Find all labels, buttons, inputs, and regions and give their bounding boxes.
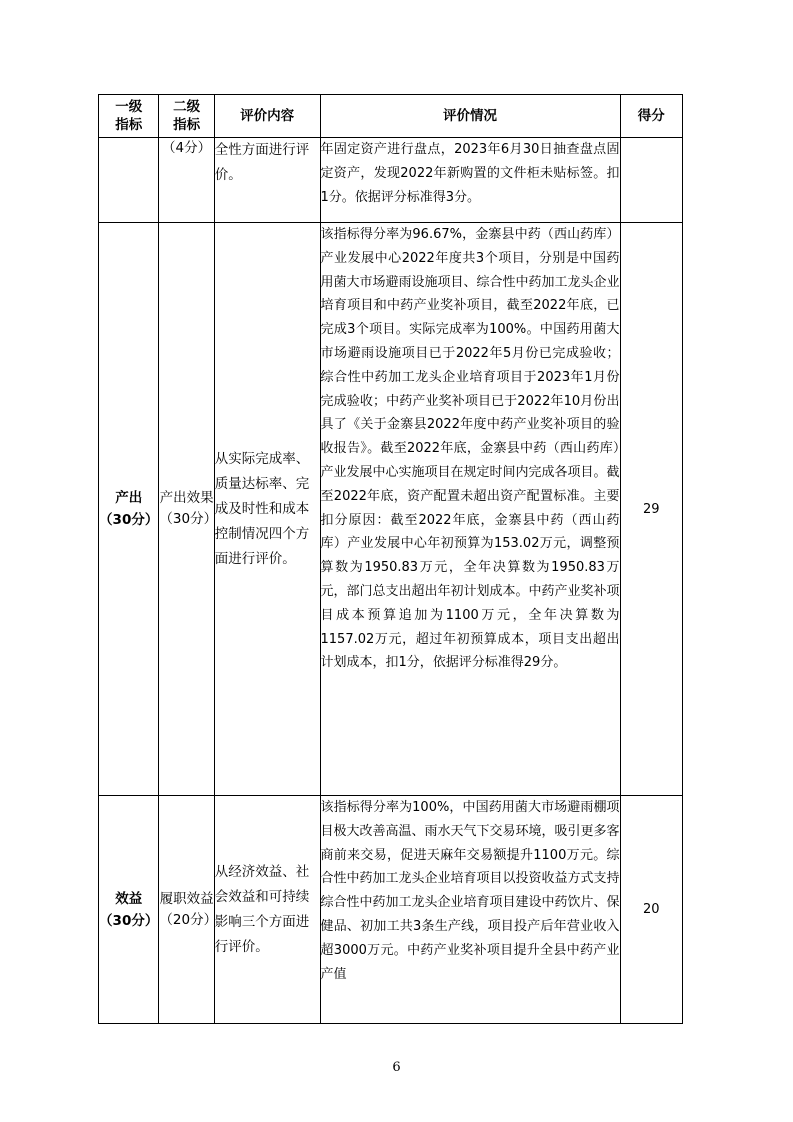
level1-cell: 效益 （30分） — [99, 796, 159, 1024]
content-cell: 从实际完成率、质量达标率、完成及时性和成本控制情况四个方面进行评价。 — [214, 223, 320, 796]
score-cell: 20 — [620, 796, 682, 1024]
content-cell: 全性方面进行评价。 — [214, 138, 320, 223]
detail-cell: 该指标得分率为96.67%，金寨县中药（西山药库）产业发展中心2022年度共3个项目，分别是中国药用菌大市场避雨设施项目、综合性中药加工龙头企业培育项目和中药产业奖补项目，截至2022年底，已完成3个项目。实际完成率为100%。中国药用菌大市场避雨设施项目已于2022年5月份已完成验收；综合性中药加工龙头企业培育项目于2023年1月份完成验收；中药产业奖补项目已于2022年10月份出具了《关于金寨县2022年度中药产业奖补项目的验收报告》。截至2022年底，金寨县中药（西山药库）产业发展中心实施项目在规定时间内完成各项目。截至2022年底，资产配置未超出资产配置标准。主要扣分原因：截至2022年底，金寨县中药（西山药库）产业发展中心年初预算为153.02万元，调整预算数为1950.83万元，全年决算数为1950.83万元，部门总支出超出年初计划成本。中药产业奖补项目成本预算追加为1100万元，全年决算数为1157.02万元，超过年初预算成本，项目支出超出计划成本，扣1分，依据评分标准得29分。 — [320, 223, 620, 796]
score-cell — [620, 138, 682, 223]
level1-cell: 产出 （30分） — [99, 223, 159, 796]
header-evaluation-status: 评价情况 — [320, 95, 620, 138]
table-row — [99, 796, 683, 1024]
detail-cell: 年固定资产进行盘点，2023年6月30日抽查盘点固定资产，发现2022年新购置的文件柜未贴标签。扣1分。依据评分标准得3分。 — [320, 138, 620, 223]
header-level1-indicator: 一级 指标 — [99, 95, 159, 138]
score-cell: 29 — [620, 223, 682, 796]
table-row — [99, 223, 683, 796]
page-number: 6 — [392, 1060, 401, 1075]
header-evaluation-content: 评价内容 — [214, 95, 320, 138]
level1-cell — [99, 138, 159, 223]
table-row — [99, 138, 683, 223]
level2-cell: 产出效果（30分） — [159, 223, 214, 796]
level2-cell: （4分） — [159, 138, 214, 223]
header-level2-indicator: 二级 指标 — [159, 95, 214, 138]
evaluation-table — [98, 94, 683, 1024]
header-score: 得分 — [620, 95, 682, 138]
content-cell: 从经济效益、社会效益和可持续影响三个方面进行评价。 — [214, 796, 320, 1024]
table-header-row — [99, 95, 683, 138]
detail-cell: 该指标得分率为100%，中国药用菌大市场避雨棚项目极大改善高温、雨水天气下交易环境，吸引更多客商前来交易，促进天麻年交易额提升1100万元。综合性中药加工龙头企业培育项目以投资收益方式支持综合性中药加工龙头企业培育项目建设中药饮片、保健品、初加工共3条生产线，项目投产后年营业收入超3000万元。中药产业奖补项目提升全县中药产业产值 — [320, 796, 620, 1024]
level2-cell: 履职效益（20分） — [159, 796, 214, 1024]
